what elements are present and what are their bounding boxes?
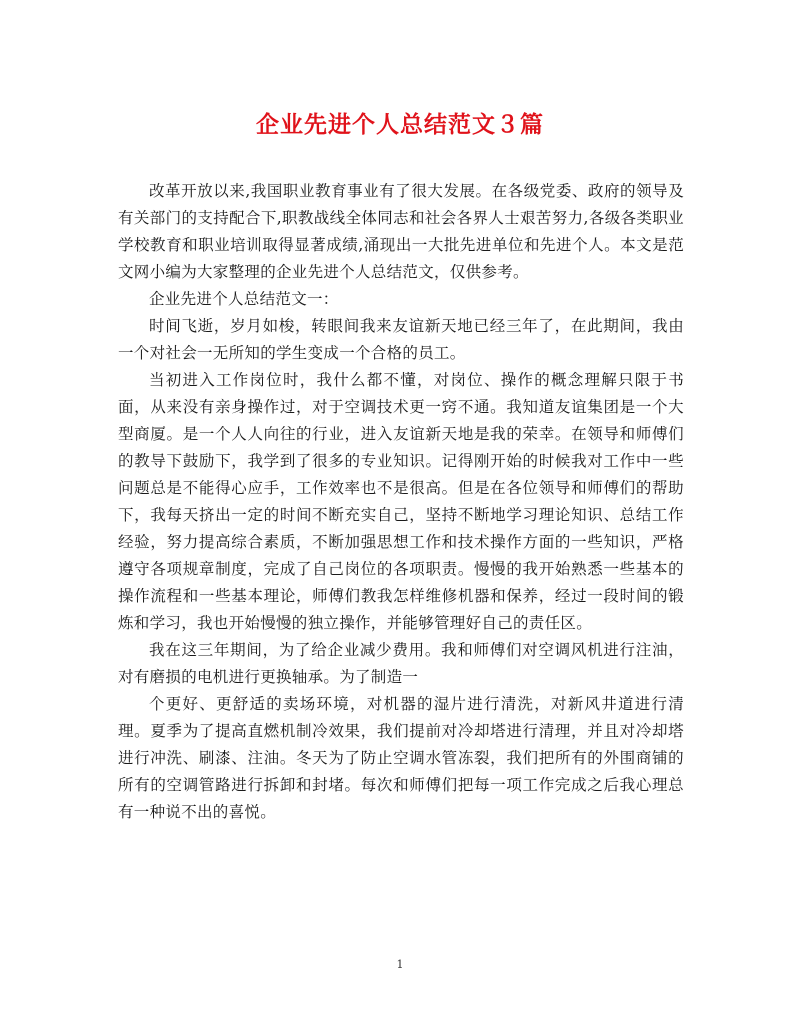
body-paragraph: 我在这三年期间，为了给企业减少费用。我和师傅们对空调风机进行注油，对有磨损的电机进行更换轴承。为了制造一 xyxy=(118,641,684,686)
document-body xyxy=(118,178,684,826)
document-title: 企业先进个人总结范文３篇 xyxy=(256,111,544,138)
body-paragraph: 当初进入工作岗位时，我什么都不懂，对岗位、操作的概念理解只限于书面，从来没有亲身操作过，对于空调技术更一窍不通。我知道友谊集团是一个大型商厦。是一个人人向往的行业，进入友谊新天地是我的荣幸。在领导和师傅们的教导下鼓励下，我学到了很多的专业知识。记得刚开始的时候我对工作中一些问题总是不能得心应手，工作效率也不是很高。但是在各位领导和师傅们的帮助下，我每天挤出一定的时间不断充实自己，坚持不断地学习理论知识、总结工作经验，努力提高综合素质，不断加强思想工作和技术操作方面的一些知识，严格遵守各项规章制度，完成了自己岗位的各项职责。慢慢的我开始熟悉一些基本的操作流程和一些基本理论，师傅们教我怎样维修机器和保养，经过一段时间的锻炼和学习，我也开始慢慢的独立操作，并能够管理好自己的责任区。 xyxy=(118,371,684,632)
body-paragraph: 个更好、更舒适的卖场环境，对机器的湿片进行清洗，对新风井道进行清理。夏季为了提高直燃机制冷效果，我们提前对冷却塔进行清理，并且对冷却塔进行冲洗、刷漆、注油。冬天为了防止空调水管冻裂，我们把所有的外围商铺的所有的空调管路进行拆卸和封堵。每次和师傅们把每一项工作完成之后我心理总有一种说不出的喜悦。 xyxy=(118,695,684,821)
section-heading: 企业先进个人总结范文一： xyxy=(149,290,339,308)
page-number: 1 xyxy=(396,958,404,971)
intro-paragraph: 改革开放以来,我国职业教育事业有了很大发展。在各级党委、政府的领导及有关部门的支持配合下,职教战线全体同志和社会各界人士艰苦努力,各级各类职业学校教育和职业培训取得显著成绩,涌现出一大批先进单位和先进个人。本文是范文网小编为大家整理的企业先进个人总结范文，仅供参考。 xyxy=(118,182,684,281)
body-paragraph: 时间飞逝，岁月如梭，转眼间我来友谊新天地已经三年了，在此期间，我由一个对社会一无所知的学生变成一个合格的员工。 xyxy=(118,317,684,362)
